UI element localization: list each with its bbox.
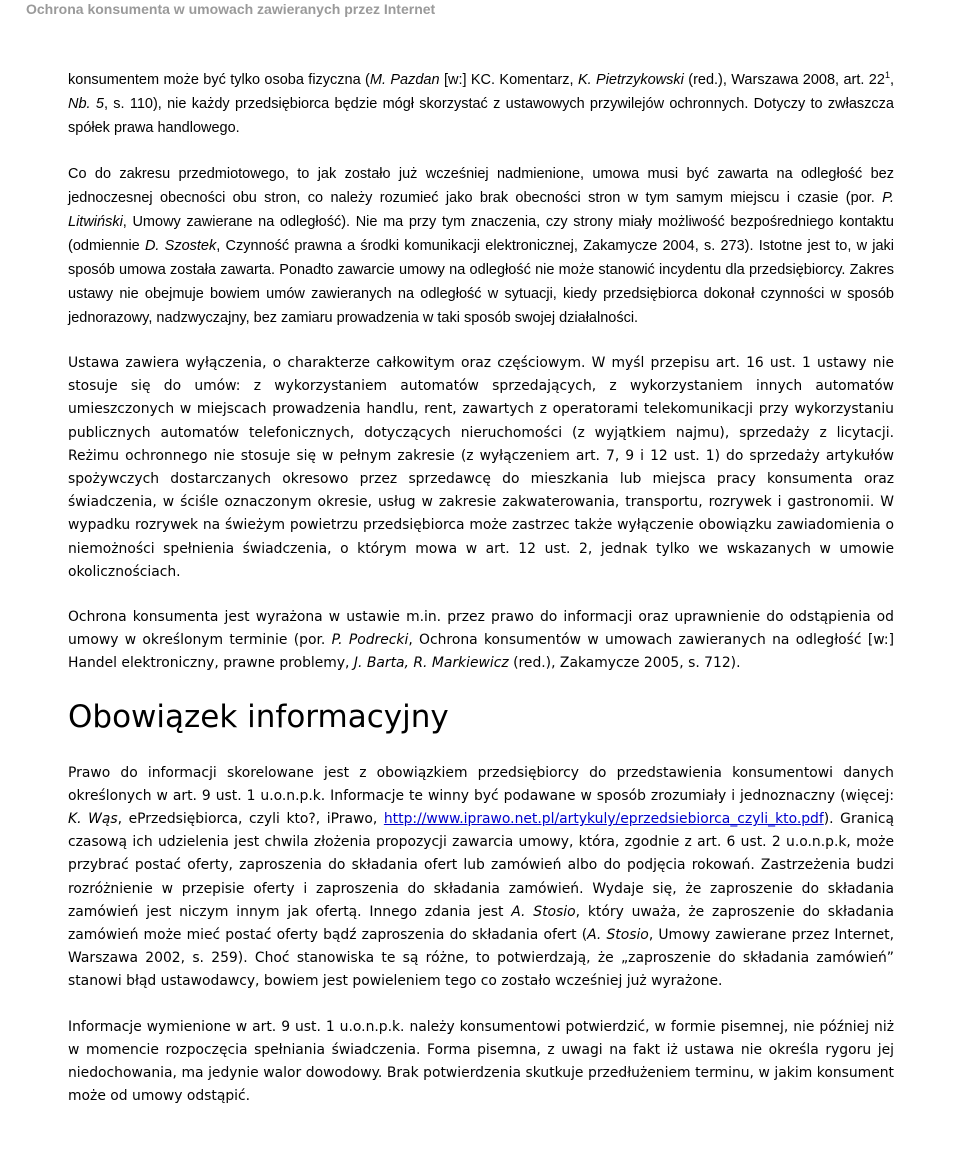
- text-run: , s. 110), nie każdy przedsiębiorca będzie mógł skorzystać z ustawowych przywilejów ochronnych. Dotyczy to zwłaszcza spółek prawa handlowego.: [68, 96, 894, 136]
- text-run: , Umowy zawierane na odległość). Nie ma przy tym znaczenia, czy strony miały możliwość bezpośredniego kontaktu (odmiennie: [68, 214, 894, 254]
- text-run: ,: [889, 72, 894, 88]
- text-run: Ochrona konsumenta jest wyrażona w ustawie m.in. przez prawo do informacji oraz uprawnienie do odstąpienia od umowy w określonym terminie (por.: [68, 609, 894, 649]
- margin-number: Nb. 5: [68, 96, 104, 112]
- text-run: konsumentem może być tylko osoba fizyczna (: [68, 72, 370, 88]
- header-title: Ochrona konsumenta w umowach zawieranych przez Internet: [26, 1, 436, 17]
- article-link[interactable]: http://www.iprawo.net.pl/artykuly/eprzedsiebiorca_czyli_kto.pdf: [383, 811, 824, 828]
- author-name: K. Pietrzykowski: [577, 72, 684, 88]
- author-name: P. Litwiński: [68, 190, 894, 230]
- paragraph-2: [68, 162, 894, 330]
- running-header: [0, 0, 960, 20]
- author-name: A. Stosio: [511, 903, 576, 920]
- text-run: ). Granicą czasową ich udzielenia jest chwila złożenia propozycji zawarcia umowy, która, zgodnie z art. 6 ust. 2 u.o.n.p.k, może przybrać postać oferty, zaproszenia do składania ofert lub zamówień albo do podjęcia rokowań. Zastrzeżenia budzi rozróżnienie w przepisie oferty i zaproszenia do składania zamówień. Wydaje się, że zaproszenie do składania zamówień jest niczym innym jak ofertą. Innego zdania jest: [68, 811, 894, 920]
- text-run: Co do zakresu przedmiotowego, to jak zostało już wcześniej nadmienione, umowa musi być zawarta na odległość bez jednoczesnej obecności obu stron, co należy rozumieć jako brak obecności stron w tym samym miejscu i czasie (por.: [68, 166, 894, 206]
- text-run: , Czynność prawna a środki komunikacji elektronicznej, Zakamycze 2004, s. 273). Istotne jest to, w jaki sposób umowa została zawarta. Ponadto zawarcie umowy na odległość nie może stanowić incydentu dla przedsiębiorcy. Zakres ustawy nie obejmuje bowiem umów zawieranych na odległość w sytuacji, kiedy przedsiębiorca dokonał czynności w sposób jednorazowy, nadzwyczajny, bez zamiaru prowadzenia w taki sposób swojej działalności.: [68, 238, 895, 326]
- author-name: J. Barta, R. Markiewicz: [353, 655, 509, 672]
- text-run: Prawo do informacji skorelowane jest z obowiązkiem przedsiębiorcy do przedstawienia konsumentowi danych określonych w art. 9 ust. 1 u.o.n.p.k. Informacje te winny być podawane w sposób zrozumiały i jednoznaczny (więcej:: [68, 764, 894, 804]
- text-run: , ePrzedsiębiorca, czyli kto?, iPrawo,: [117, 811, 384, 828]
- paragraph-3: Ustawa zawiera wyłączenia, o charakterze całkowitym oraz częściowym. W myśl przepisu art. 16 ust. 1 ustawy nie stosuje się do umów: z wykorzystaniem automatów sprzedających, z wykorzystaniem innych automatów umieszczonych w miejscach prowadzenia handlu, rent, zawartych z operatorami telekomunikacji przy wykorzystaniu publicznych automatów telefonicznych, dotyczących nieruchomości (z wyjątkiem najmu), sprzedaży z licytacji. Reżimu ochronnego nie stosuje się w pełnym zakresie (z wyłączeniem art. 7, 9 i 12 ust. 1) do sprzedaży artykułów spożywczych dostarczanych okresowo przez sprzedawcę do mieszkania lub miejsca pracy konsumenta oraz świadczenia, w ściśle oznaczonym okresie, usług w zakresie zakwaterowania, transportu, rozrywek i gastronomii. W wypadku rozrywek na świeżym powietrzu przedsiębiorca może zastrzec także wyłączenie obowiązku zawiadomienia o niemożności spełnienia świadczenia, o którym mowa w art. 12 ust. 2, jednak tylko we wskazanych w umowie okolicznościach.: [68, 355, 894, 580]
- author-name: P. Podrecki: [331, 632, 409, 649]
- author-name: K. Wąs: [68, 811, 118, 828]
- author-name: M. Pazdan: [369, 72, 440, 88]
- text-run: (red.), Zakamycze 2005, s. 712).: [508, 655, 741, 672]
- superscript: 1: [884, 70, 890, 81]
- author-name: A. Stosio: [587, 927, 649, 944]
- document-body: [68, 68, 894, 1130]
- text-run: , który uważa, że zaproszenie do składania zamówień może mieć postać oferty bądź zaproszenia do składania ofert (: [68, 903, 894, 944]
- text-run: , Ochrona konsumentów w umowach zawieranych na odległość [w:] Handel elektroniczny, prawne problemy,: [68, 632, 894, 672]
- text-run: (red.), Warszawa 2008, art. 22: [683, 72, 885, 88]
- text-run: [w:] KC. Komentarz,: [439, 72, 578, 88]
- text-run: , Umowy zawierane przez Internet, Warszawa 2002, s. 259). Choć stanowiska te są różne, to potwierdzają, że „zaproszenie do składania zamówień” stanowi błąd ustawodawcy, bowiem jest powieleniem tego co zostało wcześniej już wyrażone.: [68, 927, 894, 990]
- author-name: D. Szostek: [144, 238, 217, 254]
- section-heading: Obowiązek informacyjny: [68, 698, 449, 735]
- paragraph-5: [68, 762, 894, 994]
- paragraph-4: [68, 606, 894, 676]
- paragraph-1: [68, 68, 894, 140]
- paragraph-6: Informacje wymienione w art. 9 ust. 1 u.o.n.p.k. należy konsumentowi potwierdzić, w formie pisemnej, nie później niż w momencie rozpoczęcia spełniania świadczenia. Forma pisemna, z uwagi na fakt iż ustawa nie określa rygoru jej niedochowania, ma jedynie walor dowodowy. Brak potwierdzenia skutkuje przedłużeniem terminu, w jakim konsument może od umowy odstąpić.: [68, 1018, 894, 1105]
